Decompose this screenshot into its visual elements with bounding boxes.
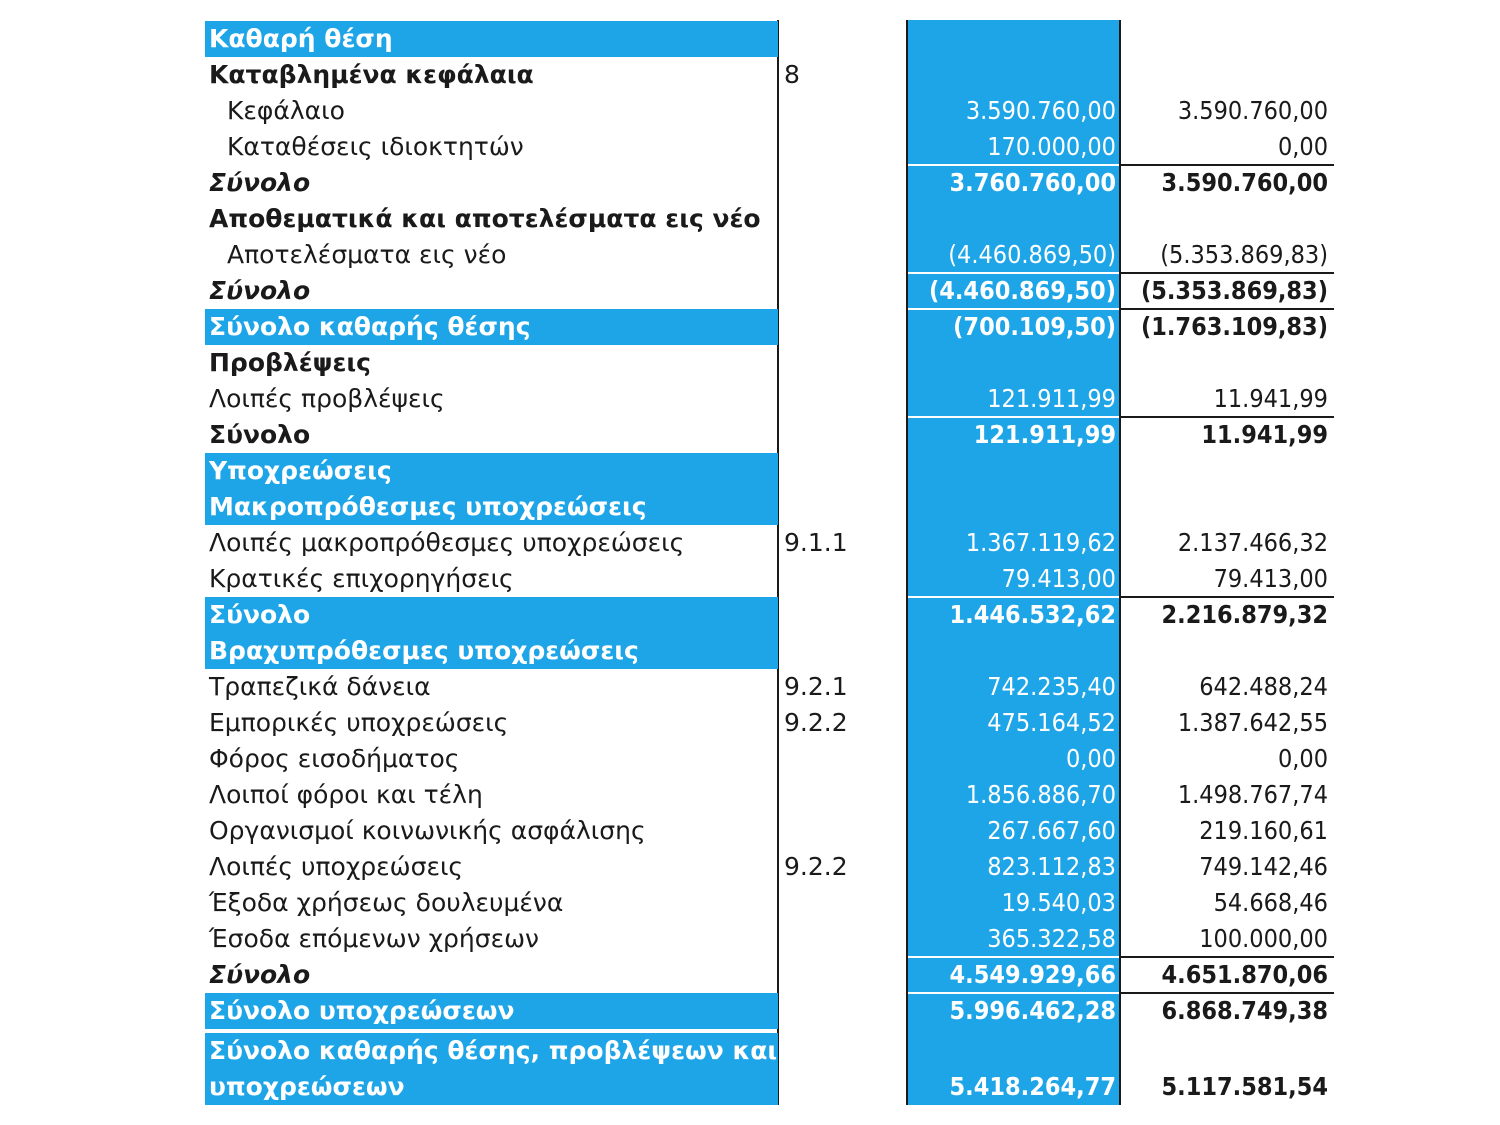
row-note: 8	[784, 60, 800, 89]
table-row	[0, 309, 1500, 345]
row-current-value: 823.112,83	[987, 852, 1116, 881]
row-previous-value: 749.142,46	[1199, 852, 1328, 881]
row-current-value: 475.164,52	[987, 708, 1116, 737]
row-current-value: 3.760.760,00	[949, 168, 1116, 197]
current-total-rule	[908, 164, 1119, 166]
row-label: Κεφάλαιο	[227, 96, 345, 125]
previous-total-rule	[1121, 596, 1334, 598]
row-label: Σύνολο	[205, 597, 778, 633]
row-current-value: 365.322,58	[987, 924, 1116, 953]
row-label: Βραχυπρόθεσμες υποχρεώσεις	[205, 633, 778, 669]
previous-total-rule	[1121, 164, 1334, 166]
row-previous-value: 6.868.749,38	[1161, 996, 1328, 1025]
row-current-value: 121.911,99	[987, 384, 1116, 413]
row-label: Σύνολο	[209, 420, 311, 449]
table-row	[0, 489, 1500, 525]
row-current-value: 1.856.886,70	[965, 780, 1116, 809]
row-current-value: (4.460.869,50)	[928, 276, 1116, 305]
row-label: Σύνολο υποχρεώσεων	[205, 993, 778, 1029]
table-row	[0, 417, 1500, 453]
row-label: Καταβλημένα κεφάλαια	[209, 60, 534, 89]
row-label: Οργανισμοί κοινωνικής ασφάλισης	[209, 816, 646, 845]
row-note: 9.1.1	[784, 528, 848, 557]
row-previous-value: 2.216.879,32	[1161, 600, 1328, 629]
row-previous-value	[1122, 345, 1328, 381]
previous-total-rule	[1121, 992, 1334, 994]
row-previous-value: 4.651.870,06	[1161, 960, 1328, 989]
row-previous-value: 642.488,24	[1199, 672, 1328, 701]
table-row	[0, 957, 1500, 993]
table-row	[0, 93, 1500, 129]
row-current-value: 3.590.760,00	[965, 96, 1116, 125]
row-previous-value: 0,00	[1277, 744, 1328, 773]
row-previous-value: 1.387.642,55	[1177, 708, 1328, 737]
row-current-value	[906, 201, 1116, 237]
row-label: Αποτελέσματα εις νέο	[227, 240, 507, 269]
row-label: Λοιπές μακροπρόθεσμες υποχρεώσεις	[209, 528, 685, 557]
table-row	[0, 21, 1500, 57]
row-previous-value: 3.590.760,00	[1177, 96, 1328, 125]
row-current-value: 5.996.462,28	[949, 996, 1116, 1025]
previous-total-rule	[1121, 416, 1334, 418]
row-label: Εμπορικές υποχρεώσεις	[209, 708, 509, 737]
row-label: Λοιποί φόροι και τέλη	[209, 780, 483, 809]
row-label: Καταθέσεις ιδιοκτητών	[227, 132, 524, 161]
row-label: Κρατικές επιχορηγήσεις	[209, 564, 514, 593]
table-row	[0, 273, 1500, 309]
current-total-rule	[908, 416, 1119, 418]
row-current-value	[906, 57, 1116, 93]
row-label: Τραπεζικά δάνεια	[209, 672, 431, 701]
row-current-value	[906, 489, 1116, 525]
previous-total-rule	[1121, 308, 1334, 310]
row-label: Λοιπές υποχρεώσεις	[209, 852, 464, 881]
row-note: 9.2.2	[784, 708, 848, 737]
row-label: Σύνολο	[209, 960, 311, 989]
row-note: 9.2.1	[784, 672, 848, 701]
current-total-rule	[908, 992, 1119, 994]
row-label: Προβλέψεις	[209, 348, 371, 377]
row-label: Καθαρή θέση	[205, 21, 778, 57]
row-previous-value: (1.763.109,83)	[1140, 312, 1328, 341]
row-current-value: 121.911,99	[973, 420, 1116, 449]
current-total-rule	[908, 596, 1119, 598]
grand-total-label-line2: υποχρεώσεων	[209, 1072, 405, 1101]
row-previous-value	[1122, 489, 1328, 525]
table-row	[0, 237, 1500, 273]
table-row	[0, 165, 1500, 201]
table-row	[0, 345, 1500, 381]
row-previous-value	[1122, 201, 1328, 237]
row-current-value: 170.000,00	[987, 132, 1116, 161]
table-row	[0, 885, 1500, 921]
row-previous-value: 3.590.760,00	[1161, 168, 1328, 197]
row-previous-value: 54.668,46	[1213, 888, 1328, 917]
table-row	[0, 705, 1500, 741]
table-row	[0, 561, 1500, 597]
row-previous-value: (5.353.869,83)	[1140, 276, 1328, 305]
row-current-value	[906, 633, 1116, 669]
row-current-value	[906, 21, 1116, 57]
table-row	[0, 921, 1500, 957]
table-row	[0, 525, 1500, 561]
table-row	[0, 201, 1500, 237]
row-current-value: 79.413,00	[1001, 564, 1116, 593]
row-previous-value: 100.000,00	[1199, 924, 1328, 953]
row-previous-value: 79.413,00	[1213, 564, 1328, 593]
row-label: Φόρος εισοδήματος	[209, 744, 460, 773]
table-row	[0, 741, 1500, 777]
row-current-value	[906, 453, 1116, 489]
table-row	[0, 129, 1500, 165]
previous-total-rule	[1121, 956, 1334, 958]
current-total-rule	[908, 956, 1119, 958]
row-previous-value	[1122, 57, 1328, 93]
row-previous-value: 219.160,61	[1199, 816, 1328, 845]
row-note: 9.2.2	[784, 852, 848, 881]
row-label: Λοιπές προβλέψεις	[209, 384, 445, 413]
row-label: Σύνολο	[209, 168, 311, 197]
previous-total-rule	[1121, 272, 1334, 274]
table-row	[0, 381, 1500, 417]
row-previous-value: 1.498.767,74	[1177, 780, 1328, 809]
table-row	[0, 777, 1500, 813]
row-previous-value	[1122, 453, 1328, 489]
row-label: Σύνολο καθαρής θέσης	[205, 309, 778, 345]
grand-total-current: 5.418.264,77	[949, 1072, 1116, 1101]
row-previous-value: 11.941,99	[1213, 384, 1328, 413]
row-current-value	[906, 345, 1116, 381]
table-row	[0, 849, 1500, 885]
grand-total-previous: 5.117.581,54	[1161, 1072, 1328, 1101]
grand-total-label	[205, 1033, 778, 1105]
row-previous-value: 2.137.466,32	[1177, 528, 1328, 557]
table-row	[0, 57, 1500, 93]
row-current-value: 4.549.929,66	[949, 960, 1116, 989]
row-current-value: 0,00	[1065, 744, 1116, 773]
row-current-value: 267.667,60	[987, 816, 1116, 845]
row-current-value: (700.109,50)	[953, 312, 1116, 341]
table-row	[0, 993, 1500, 1029]
row-label: Μακροπρόθεσμες υποχρεώσεις	[205, 489, 778, 525]
current-total-rule	[908, 272, 1119, 274]
row-current-value: 1.446.532,62	[949, 600, 1116, 629]
table-row	[0, 813, 1500, 849]
row-label: Υποχρεώσεις	[205, 453, 778, 489]
grand-total-label-line1: Σύνολο καθαρής θέσης, προβλέψεων και	[209, 1036, 778, 1065]
row-label: Έσοδα επόμενων χρήσεων	[209, 924, 540, 953]
table-row	[0, 597, 1500, 633]
current-total-rule	[908, 308, 1119, 310]
table-row	[0, 453, 1500, 489]
row-label: Αποθεματικά και αποτελέσματα εις νέο	[209, 204, 761, 233]
row-current-value: (4.460.869,50)	[948, 240, 1116, 269]
table-row	[0, 669, 1500, 705]
table-row	[0, 633, 1500, 669]
row-label: Έξοδα χρήσεως δουλευμένα	[209, 888, 564, 917]
row-previous-value: 0,00	[1277, 132, 1328, 161]
row-current-value: 1.367.119,62	[965, 528, 1116, 557]
row-current-value: 19.540,03	[1001, 888, 1116, 917]
row-previous-value	[1122, 21, 1328, 57]
row-label: Σύνολο	[209, 276, 311, 305]
row-previous-value: (5.353.869,83)	[1160, 240, 1328, 269]
row-previous-value: 11.941,99	[1201, 420, 1328, 449]
row-current-value: 742.235,40	[987, 672, 1116, 701]
row-previous-value	[1122, 633, 1328, 669]
